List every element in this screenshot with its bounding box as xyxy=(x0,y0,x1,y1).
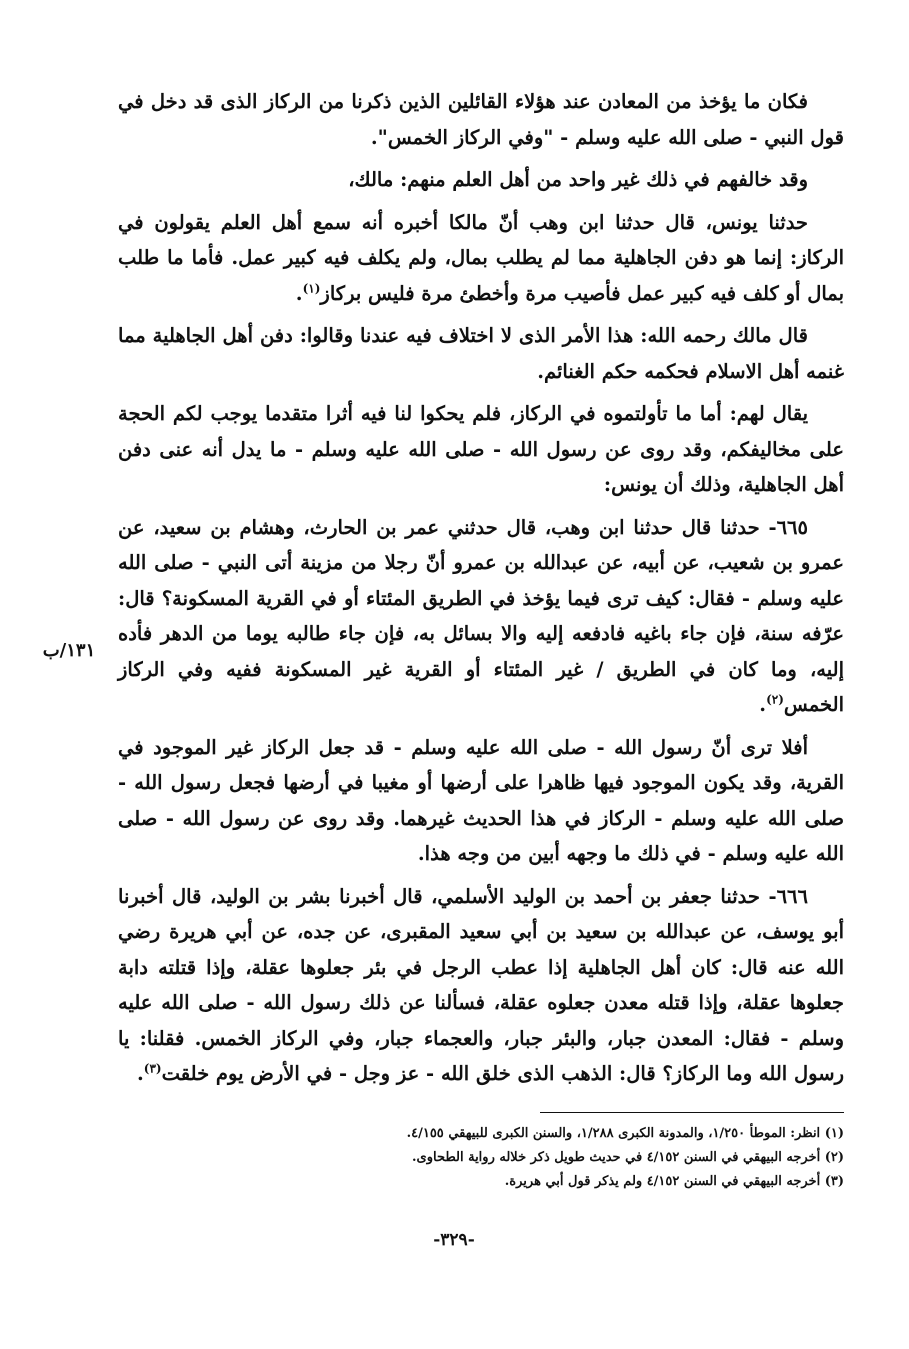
sentence-end: . xyxy=(295,281,303,305)
footnote-ref-3: (٣) xyxy=(143,1061,162,1076)
paragraph-7: أفلا ترى أنّ رسول الله - صلى الله عليه وسلم - قد جعل الركاز غير الموجود في القرية، وقد يكون الموجود فيها ظاهرا على أرضها أو مغيبا في أرضها فجعل رسول الله - صلى الله عليه وسلم - الركاز في هذا الحديث غيرهما. وقد روى عن رسول الله - صلى الله عليه وسلم - في ذلك ما وجهه أبين من وجه هذا. xyxy=(118,735,844,865)
paragraph-3-text: حدثنا يونس، قال حدثنا ابن وهب أنّ مالكا أخبره أنه سمع أهل العلم يقولون في الركاز: إنما هو دفن الجاهلية مما لم يطلب بمال، ولم يكلف فيه كبير عمل. فأما ما طلب بمال أو كلف فيه كبير عمل فأصيب مرة وأخطئ مرة فليس بركاز xyxy=(118,210,844,305)
paragraph-1: فكان ما يؤخذ من المعادن عند هؤلاء القائلين الذين ذكرنا من الركاز الذى قد دخل في قول النبي - صلى الله عليه وسلم - "وفي الركاز الخمس". xyxy=(118,90,844,149)
footnote-ref-1: (١) xyxy=(302,281,321,295)
footnote-divider xyxy=(540,1112,844,1113)
paragraph-4: قال مالك رحمه الله: هذا الأمر الذى لا اختلاف فيه عندنا وقالوا: دفن أهل الجاهلية مما غنمه أهل الاسلام فحكمه حكم الغنائم. xyxy=(118,324,844,383)
footnotes xyxy=(200,1122,844,1194)
hadith-666 xyxy=(118,879,844,1092)
main-text xyxy=(118,84,844,1099)
footnote-2: (٢) أخرجه البيهقي في السنن ٤/١٥٢ في حديث طويل ذكر خلاله رواية الطحاوى. xyxy=(412,1150,844,1165)
hadith-665 xyxy=(118,510,844,723)
sentence-end: . xyxy=(759,693,767,716)
paragraph-3 xyxy=(118,205,844,312)
footnote-1: (١) انظر: الموطأ ١/٢٥٠، والمدونة الكبرى ١/٢٨٨، والسنن الكبرى للبيهقي ٤/١٥٥. xyxy=(406,1126,844,1141)
hadith-666-text: ٦٦٦- حدثنا جعفر بن أحمد بن الوليد الأسلمي، قال أخبرنا بشر بن الوليد، قال أخبرنا أبو يوسف، عن عبدالله بن سعيد بن أبي سعيد المقبرى، عن جده، عن أبي هريرة رضي الله عنه قال: كان أهل الجاهلية إذا عطب الرجل في بئر جعلوها عقلة، وإذا قتلته دابة جعلوها عقلة، وإذا قتله معدن جعلوه عقلة، فسألنا عن ذلك رسول الله - صلى الله عليه وسلم - فقال: المعدن جبار، والبئر جبار، والعجماء جبار، وفي الركاز الخمس. فقلنا: يا رسول الله وما الركاز؟ قال: الذهب الذى خلق الله - عز وجل - في الأرض يوم خلقت xyxy=(118,884,845,1085)
sentence-end: . xyxy=(136,1062,144,1085)
paragraph-5: يقال لهم: أما ما تأولتموه في الركاز، فلم يحكوا لنا فيه أثرا متقدما يوجب لكم الحجة على مخاليفكم، وقد روى عن رسول الله - صلى الله عليه وسلم - ما يدل أنه عنى دفن أهل الجاهلية، وذلك أن يونس: xyxy=(118,402,844,496)
manuscript-folio-marker: ١٣١/ب xyxy=(42,640,96,661)
footnote-ref-2: (٢) xyxy=(766,692,784,707)
page-number: -٣٢٩- xyxy=(433,1230,475,1250)
paragraph-2: وقد خالفهم في ذلك غير واحد من أهل العلم منهم: مالك، xyxy=(348,168,808,191)
hadith-665-text: ٦٦٥- حدثنا قال حدثنا ابن وهب، قال حدثني عمر بن الحارث، وهشام بن سعيد، عن عمرو بن شعيب، عن أبيه، عن عبدالله بن عمرو أنّ رجلا من مزينة أتى النبي - صلى الله عليه وسلم - فقال: كيف ترى فيما يؤخذ في الطريق المئتاء أو في القرية المسكونة؟ قال: عرّفه سنة، فإن جاء باغيه فادفعه إليه والا بسائل به، فإن جاء طالبه يوما من الدهر فأده إليه، وما كان في الطريق / غير المئتاء أو القرية غير المسكونة ففيه وفي الركاز الخمس xyxy=(118,515,844,716)
footnote-3: (٣) أخرجه البيهقي في السنن ٤/١٥٢ ولم يذكر قول أبي هريرة. xyxy=(504,1174,844,1189)
